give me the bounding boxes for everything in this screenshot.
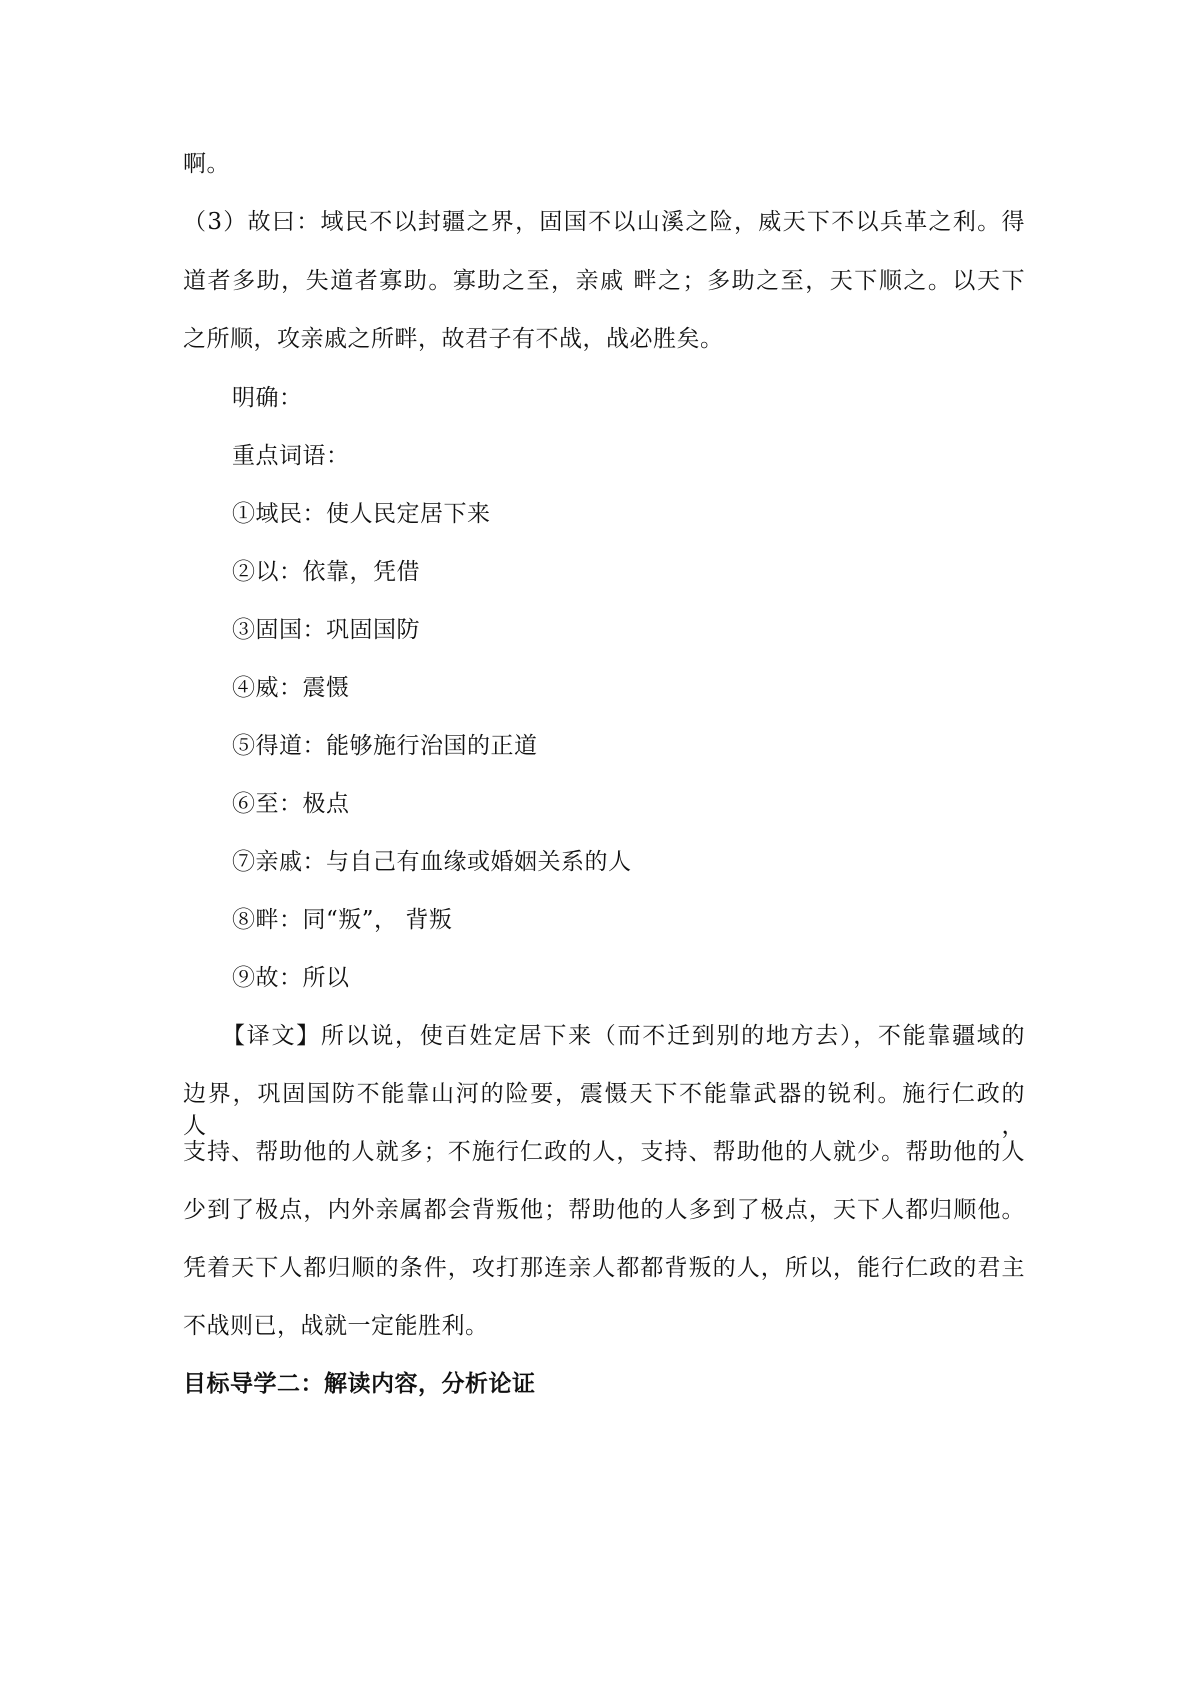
key-word-item: ⑥至：极点 xyxy=(232,791,350,817)
translation-line-5: 凭着天下人都归顺的条件，攻打那连亲人都都背叛的人，所以，能行仁政的君主 xyxy=(183,1255,1025,1281)
translation-line-3: 支持、帮助他的人就多；不施行仁政的人，支持、帮助他的人就少。帮助他的人 xyxy=(183,1139,1025,1165)
key-word-item: ③固国：巩固国防 xyxy=(232,617,420,643)
key-word-item: ②以：依靠，凭借 xyxy=(232,559,420,585)
text-line-continuation: 啊。 xyxy=(183,151,230,177)
key-word-item: ⑨故：所以 xyxy=(232,965,350,991)
key-word-item: ④威：震慑 xyxy=(232,675,350,701)
translation-line-1: 【译文】所以说，使百姓定居下来（而不迁到别的地方去），不能靠疆域的 xyxy=(222,1023,1025,1049)
section-heading: 目标导学二：解读内容，分析论证 xyxy=(183,1371,536,1397)
label-key-words: 重点词语： xyxy=(232,443,350,469)
translation-line-2: 边界，巩固国防不能靠山河的险要，震慑天下不能靠武器的锐利。施行仁政的人， xyxy=(183,1081,1025,1139)
translation-line-4: 少到了极点，内外亲属都会背叛他；帮助他的人多到了极点，天下人都归顺他。 xyxy=(183,1197,1025,1223)
key-word-item: ⑧畔：同“叛”， 背叛 xyxy=(232,907,453,933)
translation-line-6: 不战则已，战就一定能胜利。 xyxy=(183,1313,489,1339)
label-clarify: 明确： xyxy=(232,385,303,411)
text-line-passage-3-1: （3）故曰：域民不以封疆之界，固国不以山溪之险，威天下不以兵革之利。得 xyxy=(183,209,1025,235)
key-word-item: ①域民：使人民定居下来 xyxy=(232,501,491,527)
text-line-passage-3-2: 道者多助，失道者寡助。寡助之至，亲戚 畔之；多助之至，天下顺之。以天下 xyxy=(183,268,1025,294)
key-word-item: ⑦亲戚：与自己有血缘或婚姻关系的人 xyxy=(232,849,632,875)
key-word-item: ⑤得道：能够施行治国的正道 xyxy=(232,733,538,759)
text-line-passage-3-3: 之所顺，攻亲戚之所畔，故君子有不战，战必胜矣。 xyxy=(183,326,724,352)
